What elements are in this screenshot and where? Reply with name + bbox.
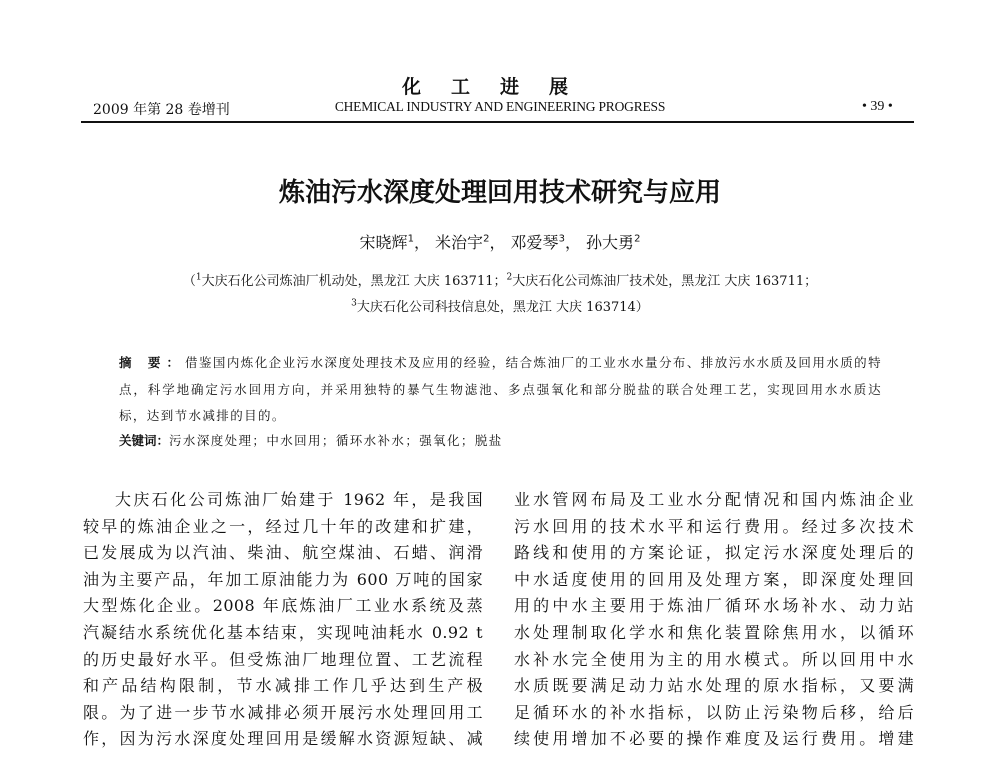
author-name: 邓爱琴: [510, 233, 559, 252]
affiliation-3: 大庆石化公司科技信息处，黑龙江 大庆 163714）: [356, 300, 649, 315]
body-line: 和产品结构限制，节水减排工作几乎达到生产极: [83, 676, 483, 696]
affiliation-line-2: [0, 296, 1000, 315]
body-line: 汽凝结水系统优化基本结束，实现吨油耗水 0.92 t: [83, 622, 483, 642]
header-rule: [81, 121, 914, 123]
author-affil-mark: 2: [483, 233, 490, 245]
body-line: 水补水完全使用为主的用水模式。所以回用中水: [514, 649, 914, 669]
body-line: 中水适度使用的回用及处理方案，即深度处理回: [514, 569, 914, 589]
affiliation-mark: 3: [351, 298, 357, 309]
body-line: 水处理制取化学水和焦化装置除焦用水，以循环: [514, 622, 914, 642]
author-affil-mark: 2: [634, 233, 641, 245]
author-affil-mark: 1: [407, 233, 414, 245]
abstract-text: 借鉴国内炼化企业污水深度处理技术及应用的经验，结合炼油厂的工业水水量分布、排放污水水质及回用水质的特点，科学地确定污水回用方向，并采用独特的暴气生物滤池、多点强氧化和部分脱盐的联合处理工艺，实现回用水水质达标，达到节水减排的目的。: [119, 355, 882, 423]
body-column-left: [83, 487, 483, 753]
body-line: 路线和使用的方案论证，拟定污水深度处理后的: [514, 543, 914, 563]
body-line: 足循环水的补水指标，以防止污染物后移，给后: [514, 702, 914, 722]
body-line: 限。为了进一步节水减排必须开展污水处理回用工: [83, 702, 483, 722]
affiliation-line-1: [0, 270, 1000, 289]
body-line: 水质既要满足动力站水处理的原水指标，又要满: [514, 676, 914, 696]
journal-title-en: CHEMICAL INDUSTRY AND ENGINEERING PROGRESS: [334, 99, 666, 114]
author-affil-mark: 3: [558, 233, 565, 245]
keywords-label: 关键词：: [119, 433, 170, 448]
page-number: • 39 •: [862, 99, 893, 114]
body-line: 的历史最好水平。但受炼油厂地理位置、工艺流程: [83, 649, 483, 669]
affiliation-open-paren: （: [182, 274, 196, 289]
affiliation-1: 大庆石化公司炼油厂机动处，黑龙江 大庆 163711；: [201, 274, 507, 289]
journal-title-cn: 化工进展: [401, 76, 598, 98]
abstract: [119, 350, 882, 430]
abstract-label: 摘 要：: [119, 355, 186, 370]
affiliation-mark: 2: [506, 272, 513, 283]
body-column-right: [514, 487, 914, 753]
body-line: 已发展成为以汽油、柴油、航空煤油、石蜡、润滑: [83, 543, 483, 563]
author-list: [0, 230, 1000, 253]
body-line: 油为主要产品，年加工原油能力为 600 万吨的国家: [83, 569, 483, 589]
keywords: [119, 431, 882, 449]
body-line: 污水回用的技术水平和运行费用。经过多次技术: [514, 516, 914, 536]
author-separator: ，: [413, 233, 430, 252]
issue-label: 2009 年第 28 卷增刊: [93, 102, 230, 118]
author-name: 宋晓辉: [359, 233, 408, 252]
paper-title: 炼油污水深度处理回用技术研究与应用: [278, 178, 721, 208]
body-line: 大型炼化企业。2008 年底炼油厂工业水系统及蒸: [83, 596, 483, 616]
author-separator: ，: [489, 233, 506, 252]
affiliation-2: 大庆石化公司炼油厂技术处，黑龙江 大庆 163711；: [512, 274, 818, 289]
body-line: 业水管网布局及工业水分配情况和国内炼油企业: [514, 490, 914, 509]
keywords-text: 污水深度处理；中水回用；循环水补水；强氧化；脱盐: [169, 433, 503, 448]
body-line: 续使用增加不必要的操作难度及运行费用。增建: [514, 729, 914, 749]
body-line: 用的中水主要用于炼油厂循环水场补水、动力站: [514, 596, 914, 616]
body-line: 大庆石化公司炼油厂始建于 1962 年，是我国: [115, 490, 483, 509]
body-line: 较早的炼油企业之一，经过几十年的改建和扩建，: [83, 516, 483, 536]
affiliation-mark: 1: [195, 272, 202, 283]
author-name: 米治宇: [435, 233, 484, 252]
author-name: 孙大勇: [586, 233, 635, 252]
author-separator: ，: [564, 233, 581, 252]
body-line: 作，因为污水深度处理回用是缓解水资源短缺、减: [83, 729, 483, 749]
